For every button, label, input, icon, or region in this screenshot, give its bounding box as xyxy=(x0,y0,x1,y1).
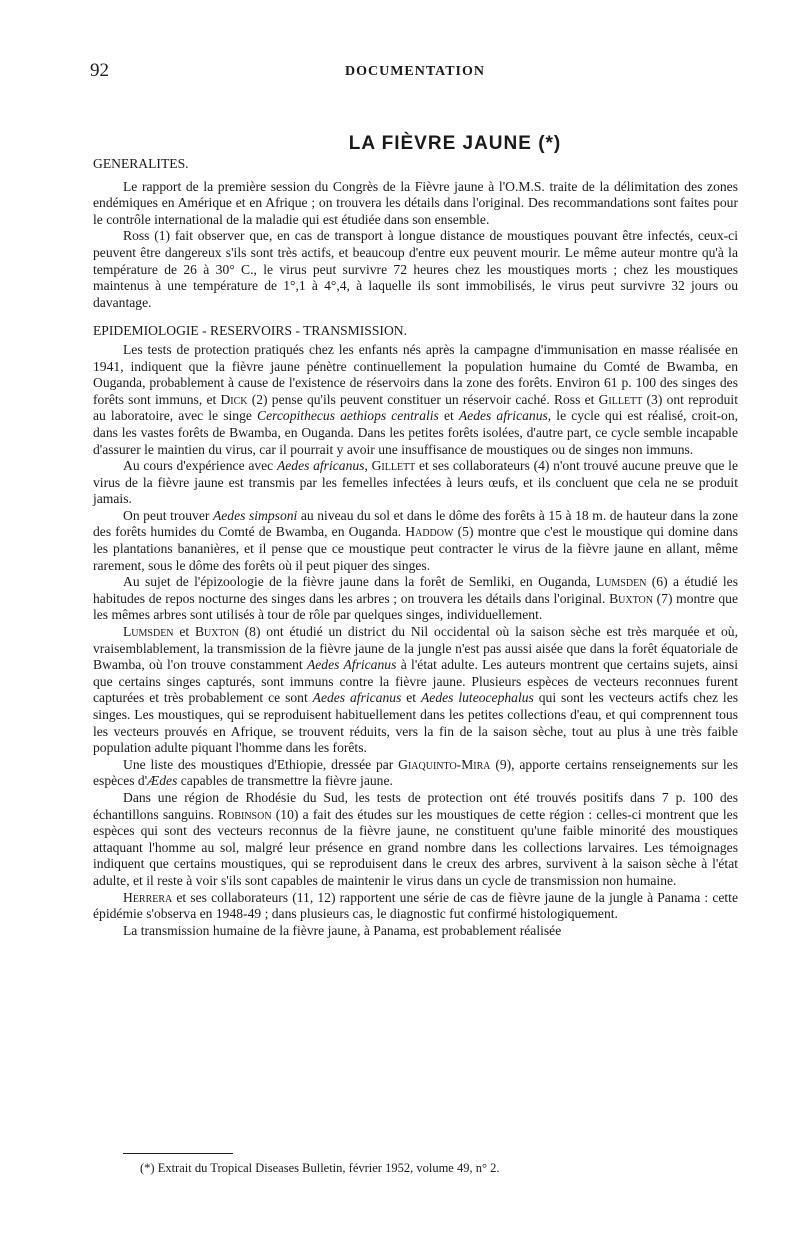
author-name: Buxton xyxy=(194,624,239,640)
species-name: Aedes africanus xyxy=(458,408,548,424)
species-name: Aedes africanus xyxy=(312,690,402,706)
text-run: Dans une région de Rhodésie du Sud, les tests de protection ont été trouvés positifs dans 7 p. 100 des échantillons sanguins. xyxy=(93,789,738,822)
species-name: Aedes africanus xyxy=(276,458,365,474)
species-name: Aedes luteocephalus xyxy=(420,690,534,706)
text-run: à l'état adulte. Les auteurs montrent que certains sujets, ainsi que certains singes capturés, sont immuns contre la fièvre jaune. Plusieurs espèces de vecteurs reconnues furent capturées et très probablement ce sont xyxy=(93,657,738,706)
page-number: 92 xyxy=(90,60,109,81)
species-name: Aedes simpsoni xyxy=(212,507,298,523)
text-run: On peut trouver xyxy=(123,507,213,523)
author-name: Haddow xyxy=(405,524,454,540)
text-run: Au sujet de l'épizoologie de la fièvre jaune dans la forêt de Semliki, en Ouganda, xyxy=(123,574,596,590)
text-run: qui sont les vecteurs actifs chez les singes. Les moustiques, qui se reproduisent habituellement dans les petites collections d'eau, et qui comprennent tous les vecteurs prouvés en Afrique, se trouvent réduits, vers la fin de la saison sèche, tout au plus à une très faible population adulte piquant l'homme dans les forêts. xyxy=(93,690,739,756)
paragraph xyxy=(93,508,738,574)
author-name: Robinson xyxy=(218,806,272,822)
paragraph xyxy=(93,574,738,624)
text-run: (2) pense qu'ils peuvent constituer un réservoir caché. Ross et xyxy=(247,391,599,407)
author-name: Gillett xyxy=(371,458,416,474)
article-body xyxy=(93,156,738,939)
footnote-divider xyxy=(123,1153,233,1154)
text-run: Au cours d'expérience avec xyxy=(123,458,277,474)
text-run: (9), apporte certains renseignements sur les espèces d' xyxy=(93,756,738,789)
text-run: et ses collaborateurs (11, 12) rapportent une série de cas de fièvre jaune de la jungle à Panama : cette épidémie s'observa en 1948-49 ; dans plusieurs cas, le diagnostic fut confirmé histologiquement. xyxy=(93,889,738,922)
text-run: et xyxy=(401,690,421,706)
text-run: (7) montre que les mêmes arbres sont utilisés à tour de rôle par quelques singes, individuellement. xyxy=(93,590,738,623)
paragraph xyxy=(93,624,738,757)
species-name: Aedes Africanus xyxy=(306,657,397,673)
paragraph xyxy=(93,790,738,890)
species-name: Ædes xyxy=(147,773,178,789)
author-name: Giaquinto-Mira xyxy=(398,756,491,772)
text-run: Les tests de protection pratiqués chez les enfants nés après la campagne d'immunisation en masse réalisée en 1941, indiquent que la fièvre jaune pénètre continuellement la population humaine du Comté de Bwamba, en Ouganda, probablement à cause de l'existence de réservoirs dans la zone des forêts. Environ 61 p. 100 des singes des forêts sont immuns, et xyxy=(93,341,738,407)
paragraph xyxy=(93,342,738,458)
author-name: Buxton xyxy=(609,590,653,606)
text-run: et xyxy=(173,624,195,640)
text-run: Une liste des moustiques d'Ethiopie, dressée par xyxy=(123,756,399,772)
author-name: Gillett xyxy=(598,391,643,407)
paragraph: Ross (1) fait observer que, en cas de transport à longue distance de moustiques pouvant être infectés, ceux-ci peuvent être dangereux s'ils sont très actifs, et beaucoup d'entre eux peuvent mourir. Le même auteur montre qu'à la température de 26 à 30° C., le virus peut survivre 72 heures chez les moustiques morts ; chez les moustiques maintenus à une température de 1°,1 à 4°,4, à laquelle ils sont immobilisés, le virus peut survivre 32 jours ou davantage. xyxy=(93,228,738,310)
paragraph xyxy=(93,458,738,508)
text-run: (5) montre que c'est le moustique qui domine dans les plantations bananières, et il pense que ce moustique peut contracter le virus de la fièvre jaune en allant, même rarement, sous le dôme des forêts où il peut piquer des singes. xyxy=(93,524,738,573)
text-run: et ses collaborateurs (4) n'ont trouvé aucune preuve que le virus de la fièvre jaune est transmis par les femelles infectées à leurs œufs, et ils concluent que cela ne se produit jamais. xyxy=(93,458,738,507)
paragraph xyxy=(93,890,738,923)
footnote-text: Extrait du Tropical Diseases Bulletin, février 1952, volume 49, n° 2. xyxy=(154,1161,500,1175)
species-name: Cercopithecus aethiops centralis xyxy=(257,408,439,424)
text-run: (10) a fait des études sur les moustiques de cette région : celles-ci montrent que les espèces qui sont des vecteurs reconnus de la fièvre jaune, ne constituent qu'une faible minorité des moustiques attaquant l'homme au sol, malgré leur présence en grand nombre dans les collections larvaires. Les témoignages indiquent que certains moustiques, qui se reproduisent dans le creux des arbres, survivent à la saison sèche à l'état adulte, et il reste à voir s'ils sont capables de maintenir le virus dans un cycle de transmission non humaine. xyxy=(93,806,738,888)
text-run: et xyxy=(438,408,459,424)
author-name: Lumsden xyxy=(123,624,174,640)
author-name: Herrera xyxy=(123,889,173,905)
section-heading-epidemiologie: EPIDEMIOLOGIE - RESERVOIRS - TRANSMISSION. xyxy=(93,323,407,339)
running-title: DOCUMENTATION xyxy=(344,64,486,79)
text-run: au niveau du sol et dans le dôme des forêts à 15 à 18 m. de hauteur dans la zone des forêts humides du Comté de Bwamba, en Ouganda. xyxy=(93,507,738,540)
footnote xyxy=(140,1161,499,1176)
text-run: capables de transmettre la fièvre jaune. xyxy=(177,773,393,789)
paragraph: Le rapport de la première session du Congrès de la Fièvre jaune à l'O.M.S. traite de la délimitation des zones endémiques en Amérique et en Afrique ; on trouvera les détails dans l'original. Des recommandations sont faites pour le contrôle international de la maladie qui est étudiée dans son ensemble. xyxy=(93,178,738,227)
footnote-marker: (*) xyxy=(140,1161,155,1175)
article-title: LA FIÈVRE JAUNE (*) xyxy=(348,133,562,154)
running-header xyxy=(90,60,740,90)
text-run: , xyxy=(364,458,372,474)
author-name: Dick xyxy=(220,391,248,407)
text-run: (6) a étudié les habitudes de repos nocturne des singes dans les arbres ; on trouvera les détails dans l'original. xyxy=(93,574,738,606)
text-run: , le cycle qui est réalisé, croit-on, dans les vastes forêts de Bwamba, en Ouganda. Dans les petites forêts isolées, d'autre part, ce cycle semble incapable d'assurer le maintien du virus, car il pourrait y avoir une insuffisance de moustiques ou de singes non immuns. xyxy=(93,408,739,457)
paragraph xyxy=(93,757,738,790)
author-name: Lumsden xyxy=(595,574,647,590)
section-heading-generalites: GENERALITES. xyxy=(93,156,189,171)
text-run: (8) ont étudié un district du Nil occidental où la saison sèche est très marquée et où, vraisemblablement, la transmission de la fièvre jaune de la jungle n'est pas aussi aisée que dans la forêt équatoriale de Bwamba, où l'on trouve constamment xyxy=(93,624,738,673)
text-run: (3) ont reproduit au laboratoire, avec le singe xyxy=(93,391,738,424)
paragraph: La transmission humaine de la fièvre jaune, à Panama, est probablement réalisée xyxy=(123,922,562,938)
